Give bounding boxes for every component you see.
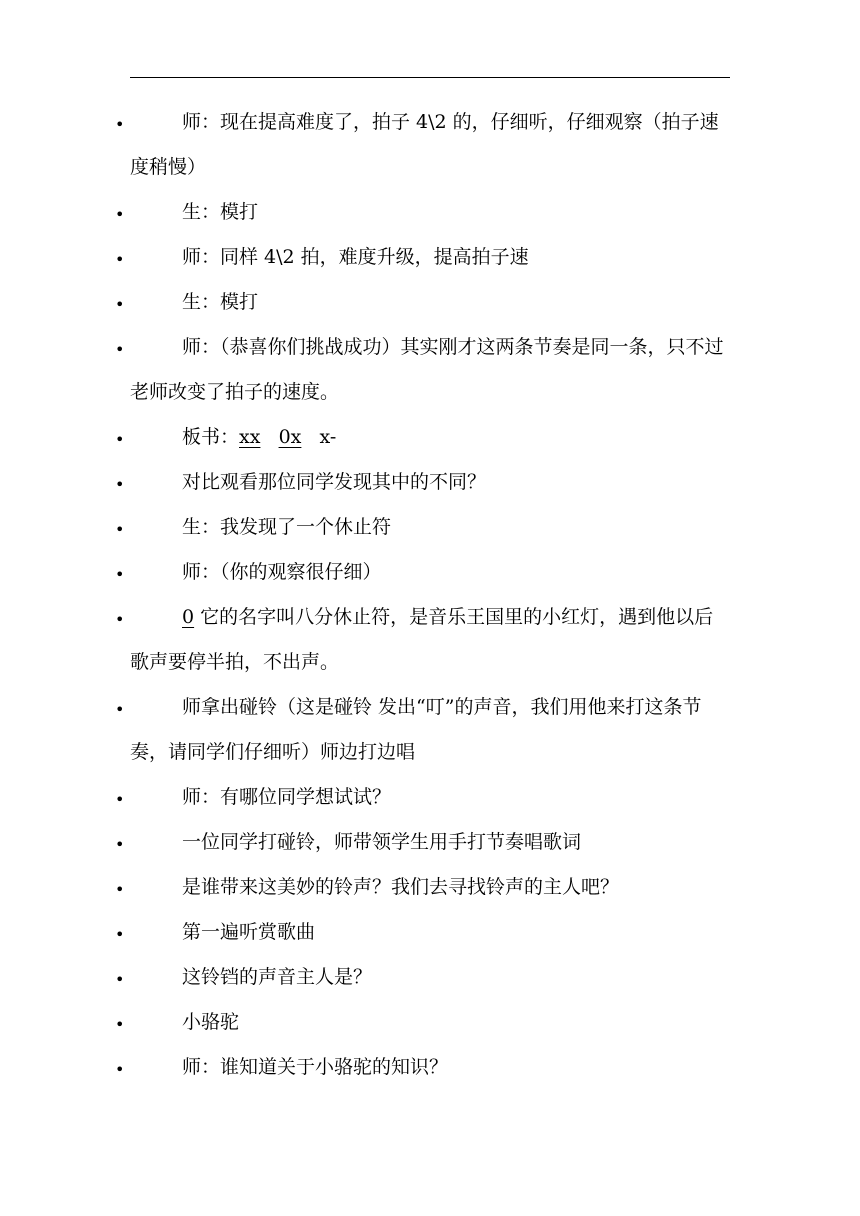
item-text: 是谁带来这美妙的铃声？我们去寻找铃声的主人吧？ [182,876,620,898]
list-item [115,190,730,235]
list-item [115,280,730,325]
bullet: • [115,880,125,899]
bullet: • [115,250,125,269]
bullet: • [115,205,125,224]
list-item [115,100,730,190]
item-text: 生：我发现了一个休止符 [182,516,392,538]
item-text: 师：有哪位同学想试试？ [182,786,392,808]
bullet: • [115,835,125,854]
bullet: • [115,565,125,584]
rest-description: 它的名字叫八分休止符，是音乐王国里的小红灯，遇到他以后歌声要停半拍，不出声。 [130,606,714,673]
bullet: • [115,1015,125,1034]
header-rule [130,77,730,78]
bullet: • [115,430,125,449]
item-text: 一位同学打碰铃，师带领学生用手打节奏唱歌词 [182,831,582,853]
item-text: 师：（你的观察很仔细） [182,561,382,583]
list-item [115,325,730,415]
list-item [115,865,730,910]
bullet: • [115,970,125,989]
list-item [115,1000,730,1045]
list-item [115,820,730,865]
list-item [115,235,730,280]
list-item [115,505,730,550]
item-text: 师：谁知道关于小骆驼的知识？ [182,1056,449,1078]
item-text: 对比观看那位同学发现其中的不同？ [182,471,487,493]
list-item [115,1045,730,1090]
bullet: • [115,520,125,539]
item-text: 生：模打 [182,291,259,313]
bullet: • [115,925,125,944]
item-text: 师：现在提高难度了，拍子 4\2 的，仔细听，仔细观察（拍子速度稍慢） [130,111,719,178]
item-text: 小骆驼 [182,1011,240,1033]
item-text: 第一遍听赏歌曲 [182,921,316,943]
list-item [115,910,730,955]
bullet: • [115,700,125,719]
board-prefix: 板书： [182,426,240,448]
bullet: • [115,1060,125,1079]
rhythm-x-dash: x- [319,426,337,448]
bullet: • [115,340,125,359]
item-text: 师：（恭喜你们挑战成功）其实刚才这两条节奏是同一条，只不过老师改变了拍子的速度。 [130,336,724,403]
item-text: 师：同样 4\2 拍，难度升级，提高拍子速 [182,246,529,268]
rest-symbol: 0 [182,606,195,628]
list-item [115,685,730,775]
document-body [0,100,860,1090]
bullet: • [115,115,125,134]
list-item [115,595,730,685]
item-text: 生：模打 [182,201,259,223]
bullet: • [115,790,125,809]
list-item [115,415,730,460]
item-text: 这铃铛的声音主人是？ [182,966,373,988]
bullet: • [115,475,125,494]
list-item [115,955,730,1000]
list-item [115,460,730,505]
list-item [115,775,730,820]
item-text: 师拿出碰铃（这是碰铃 发出“叮”的声音，我们用他来打这条节奏，请同学们仔细听）师边打边唱 [130,696,702,763]
rhythm-xx: xx [239,426,261,448]
bullet: • [115,610,125,629]
list-item [115,550,730,595]
item-text [130,415,730,460]
item-text [130,595,730,685]
rhythm-0x: 0x [278,426,302,448]
bullet: • [115,295,125,314]
